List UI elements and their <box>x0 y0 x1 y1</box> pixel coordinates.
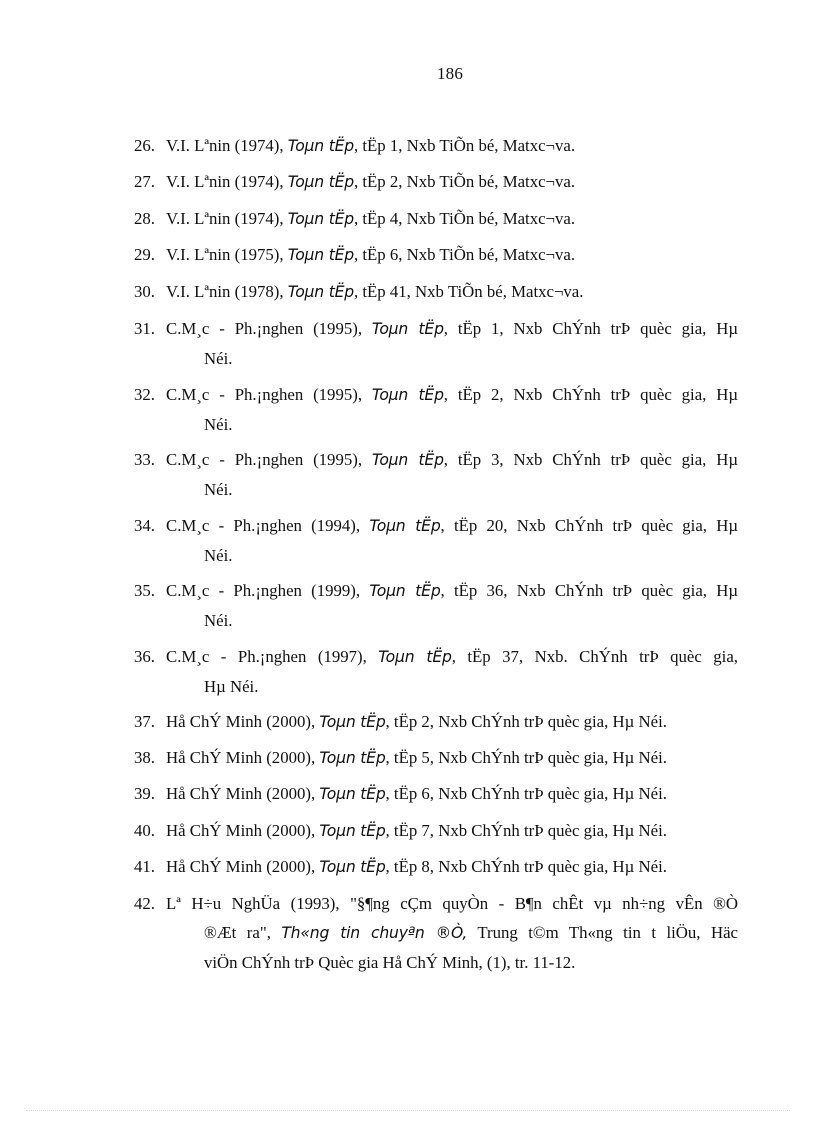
reference-item <box>134 744 740 772</box>
reference-line <box>166 511 738 541</box>
reference-author: C.M¸c - Ph.¡nghen (1997), <box>166 646 367 666</box>
reference-details: , tËp 41, Nxb TiÕn bé, Matxc¬va. <box>353 281 584 301</box>
reference-text <box>166 889 738 977</box>
reference-line <box>166 380 738 410</box>
reference-item <box>134 853 740 881</box>
reference-author: V.I. Lªnin (1974), <box>166 172 284 192</box>
reference-text <box>166 445 738 504</box>
reference-item <box>134 817 740 845</box>
reference-item <box>134 576 740 635</box>
reference-title: Toµn tËp <box>369 582 441 601</box>
reference-number: 36. <box>134 646 155 666</box>
reference-number: 33. <box>134 450 155 470</box>
reference-item <box>134 511 740 570</box>
reference-number: 38. <box>134 747 155 767</box>
reference-number: 40. <box>134 820 155 840</box>
reference-continuation: Néi. <box>204 480 233 500</box>
reference-title: Toµn tËp <box>378 647 452 666</box>
reference-author: Hå ChÝ Minh (2000), <box>166 711 316 731</box>
reference-details: , tËp 37, Nxb. ChÝnh trÞ quèc gia, <box>451 646 738 666</box>
reference-title: Toµn tËp <box>319 712 386 731</box>
reference-continuation: Hµ Néi. <box>204 676 259 696</box>
reference-text <box>166 853 738 881</box>
reference-title: Toµn tËp <box>287 282 354 301</box>
reference-author: C.M¸c - Ph.¡nghen (1994), <box>166 515 361 535</box>
reference-author: C.M¸c - Ph.¡nghen (1995), <box>166 384 363 404</box>
reference-title: Toµn tËp <box>319 785 386 804</box>
reference-author: C.M¸c - Ph.¡nghen (1995), <box>166 450 363 470</box>
reference-title: Toµn tËp <box>371 319 444 338</box>
reference-line: Lª H÷u NghÜa (1993), "§¶ng cÇm quyÒn - B¶n chÊt vµ nh÷ng vÊn ®Ò <box>166 894 738 914</box>
reference-line <box>166 642 738 672</box>
reference-title: Toµn tËp <box>287 137 354 155</box>
reference-title: Toµn tËp <box>319 821 386 840</box>
reference-text <box>166 744 738 772</box>
reference-line <box>166 576 738 606</box>
reference-title: Toµn tËp <box>371 451 444 470</box>
reference-text <box>166 168 738 196</box>
reference-text <box>166 380 738 439</box>
reference-title: Toµn tËp <box>369 516 441 535</box>
reference-title: Th«ng tin chuyªn ®Ò, <box>281 924 468 943</box>
reference-text <box>166 314 738 373</box>
reference-number: 26. <box>134 136 155 155</box>
reference-details: , tËp 4, Nxb TiÕn bé, Matxc¬va. <box>353 208 576 228</box>
reference-number: 37. <box>134 711 155 731</box>
page-number: 186 <box>436 64 464 83</box>
reference-author: C.M¸c - Ph.¡nghen (1999), <box>166 581 361 601</box>
reference-item <box>134 241 740 269</box>
reference-author: V.I. Lªnin (1974), <box>166 136 284 155</box>
reference-item <box>134 780 740 808</box>
reference-text <box>166 642 738 701</box>
reference-author: V.I. Lªnin (1975), <box>166 245 284 265</box>
reference-details: , tËp 5, Nxb ChÝnh trÞ quèc gia, Hµ Néi. <box>385 747 667 767</box>
reference-title: Toµn tËp <box>371 385 444 404</box>
reference-line <box>166 445 738 475</box>
reference-number: 29. <box>134 245 155 265</box>
reference-title: Toµn tËp <box>319 858 386 877</box>
reference-title: Toµn tËp <box>287 173 354 192</box>
reference-item <box>134 314 740 373</box>
reference-details: , tËp 2, Nxb ChÝnh trÞ quèc gia, Hµ Néi. <box>385 711 667 731</box>
reference-details: , tËp 8, Nxb ChÝnh trÞ quèc gia, Hµ Néi. <box>385 857 667 877</box>
reference-details: , tËp 2, Nxb TiÕn bé, Matxc¬va. <box>353 172 576 192</box>
reference-details: , tËp 7, Nxb ChÝnh trÞ quèc gia, Hµ Néi. <box>385 820 667 840</box>
reference-number: 31. <box>134 318 155 338</box>
reference-details: , tËp 2, Nxb ChÝnh trÞ quèc gia, Hµ <box>443 384 739 404</box>
reference-continuation: Néi. <box>204 545 233 565</box>
reference-details: , tËp 36, Nxb ChÝnh trÞ quèc gia, Hµ <box>440 581 738 601</box>
reference-title: Toµn tËp <box>287 209 354 228</box>
reference-number: 39. <box>134 784 155 804</box>
reference-item <box>134 708 740 736</box>
reference-item <box>134 445 740 504</box>
reference-title: Toµn tËp <box>287 246 354 265</box>
reference-number: 42. <box>134 894 155 914</box>
reference-item <box>134 889 740 977</box>
reference-text <box>166 576 738 635</box>
reference-author: Hå ChÝ Minh (2000), <box>166 784 316 804</box>
reference-text <box>166 132 738 160</box>
reference-author: V.I. Lªnin (1978), <box>166 281 284 301</box>
reference-text-segment: Trung t©m Th«ng tin t liÖu, Häc <box>467 923 738 943</box>
reference-number: 32. <box>134 384 155 404</box>
reference-details: , tËp 3, Nxb ChÝnh trÞ quèc gia, Hµ <box>443 450 739 470</box>
reference-number: 30. <box>134 281 155 301</box>
reference-item <box>134 278 740 306</box>
reference-details: , tËp 20, Nxb ChÝnh trÞ quèc gia, Hµ <box>440 515 738 535</box>
reference-details: , tËp 6, Nxb TiÕn bé, Matxc¬va. <box>353 245 576 265</box>
reference-continuation: Néi. <box>204 348 233 368</box>
reference-continuation <box>166 918 738 948</box>
reference-author: Hå ChÝ Minh (2000), <box>166 747 316 767</box>
reference-item <box>134 642 740 701</box>
reference-author: C.M¸c - Ph.¡nghen (1995), <box>166 318 363 338</box>
reference-details: , tËp 6, Nxb ChÝnh trÞ quèc gia, Hµ Néi. <box>385 784 667 804</box>
page-bottom-divider <box>26 1110 790 1111</box>
reference-continuation: Néi. <box>204 611 233 631</box>
reference-text <box>166 817 738 845</box>
reference-number: 27. <box>134 172 155 192</box>
reference-text <box>166 511 738 570</box>
reference-continuation: viÖn ChÝnh trÞ Quèc gia Hå ChÝ Minh, (1), tr. 11-12. <box>204 953 576 973</box>
reference-text <box>166 205 738 233</box>
reference-number: 41. <box>134 857 155 877</box>
reference-text <box>166 241 738 269</box>
reference-text <box>166 780 738 808</box>
reference-number: 28. <box>134 208 155 228</box>
reference-line <box>166 314 738 344</box>
reference-number: 35. <box>134 581 155 601</box>
reference-item <box>134 380 740 439</box>
reference-author: Hå ChÝ Minh (2000), <box>166 857 316 877</box>
reference-author: Hå ChÝ Minh (2000), <box>166 820 316 840</box>
reference-item <box>134 132 740 160</box>
reference-details: , tËp 1, Nxb ChÝnh trÞ quèc gia, Hµ <box>443 318 739 338</box>
reference-details: , tËp 1, Nxb TiÕn bé, Matxc¬va. <box>353 136 576 155</box>
reference-text <box>166 708 738 736</box>
reference-continuation: Néi. <box>204 414 233 434</box>
reference-text <box>166 278 738 306</box>
reference-list <box>134 132 740 983</box>
reference-text-segment: ®Æt ra", <box>204 923 282 943</box>
reference-item <box>134 168 740 196</box>
reference-author: V.I. Lªnin (1974), <box>166 208 284 228</box>
reference-title: Toµn tËp <box>319 748 386 767</box>
reference-item <box>134 205 740 233</box>
reference-number: 34. <box>134 515 155 535</box>
